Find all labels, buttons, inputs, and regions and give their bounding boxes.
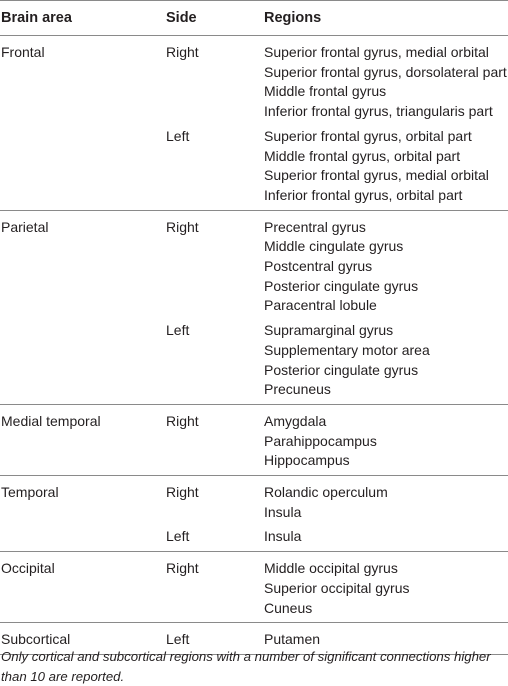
brain-area-cell: Temporal bbox=[1, 484, 59, 501]
region-item: Insula bbox=[264, 528, 302, 545]
side-cell: Right bbox=[166, 412, 199, 429]
regions-cell bbox=[264, 522, 508, 551]
regions-cell bbox=[264, 210, 508, 316]
region-item: Posterior cingulate gyrus bbox=[264, 277, 419, 294]
regions-cell bbox=[264, 404, 508, 475]
table-row bbox=[0, 210, 508, 316]
table-row bbox=[0, 476, 508, 523]
regions-cell bbox=[264, 552, 508, 623]
region-item: Supplementary motor area bbox=[264, 341, 430, 358]
region-item: Middle frontal gyrus, orbital part bbox=[264, 147, 461, 164]
side-cell: Left bbox=[166, 322, 190, 339]
region-item: Rolandic operculum bbox=[264, 484, 388, 501]
region-item: Hippocampus bbox=[264, 452, 350, 469]
brain-area-cell: Parietal bbox=[1, 218, 49, 235]
brain-area-cell bbox=[0, 316, 166, 404]
brain-area-cell: Frontal bbox=[1, 44, 45, 60]
region-item: Precuneus bbox=[264, 381, 331, 398]
region-item: Posterior cingulate gyrus bbox=[264, 361, 419, 378]
region-item: Parahippocampus bbox=[264, 432, 377, 449]
region-item: Superior frontal gyrus, orbital part bbox=[264, 127, 472, 144]
header-side: Side bbox=[166, 10, 197, 26]
side-cell: Left bbox=[166, 528, 190, 545]
side-cell: Left bbox=[166, 631, 190, 648]
region-item: Superior frontal gyrus, medial orbital bbox=[264, 44, 489, 60]
brain-area-cell bbox=[0, 522, 166, 551]
table-row bbox=[0, 552, 508, 623]
side-cell: Right bbox=[166, 560, 199, 577]
region-item: Cuneus bbox=[264, 599, 313, 616]
table-footnote: Only cortical and subcortical regions with a number of significant connections higher than 10 are reported. bbox=[1, 649, 491, 684]
region-item: Middle cingulate gyrus bbox=[264, 238, 404, 255]
table-row bbox=[0, 316, 508, 404]
region-item: Postcentral gyrus bbox=[264, 258, 373, 275]
table-row bbox=[0, 122, 508, 210]
side-cell: Right bbox=[166, 484, 199, 501]
region-item: Putamen bbox=[264, 631, 321, 648]
regions-cell bbox=[264, 122, 508, 210]
region-item: Middle frontal gyrus bbox=[264, 83, 387, 100]
regions-cell bbox=[264, 316, 508, 404]
brain-area-cell: Occipital bbox=[1, 560, 55, 577]
table-row bbox=[0, 404, 508, 475]
table-row bbox=[0, 36, 508, 122]
region-item: Insula bbox=[264, 503, 302, 520]
brain-area-cell: Subcortical bbox=[1, 631, 71, 648]
side-cell: Right bbox=[166, 44, 199, 60]
region-item: Superior frontal gyrus, medial orbital bbox=[264, 167, 489, 184]
header-brain-area: Brain area bbox=[1, 10, 72, 26]
region-item: Inferior frontal gyrus, triangularis part bbox=[264, 103, 493, 120]
regions-cell bbox=[264, 36, 508, 122]
table-body bbox=[0, 36, 508, 655]
brain-area-cell bbox=[0, 122, 166, 210]
regions-cell bbox=[264, 476, 508, 523]
side-cell: Right bbox=[166, 218, 199, 235]
region-item: Supramarginal gyrus bbox=[264, 322, 394, 339]
region-item: Superior occipital gyrus bbox=[264, 579, 410, 596]
region-item: Precentral gyrus bbox=[264, 218, 366, 235]
region-item: Paracentral lobule bbox=[264, 297, 377, 314]
side-cell: Left bbox=[166, 127, 190, 144]
header-regions: Regions bbox=[264, 10, 322, 26]
region-item: Superior frontal gyrus, dorsolateral part bbox=[264, 63, 507, 80]
region-item: Inferior frontal gyrus, orbital part bbox=[264, 186, 463, 203]
region-item: Middle occipital gyrus bbox=[264, 560, 398, 577]
brain-area-cell: Medial temporal bbox=[1, 412, 101, 429]
table-header bbox=[0, 1, 508, 36]
header-row bbox=[0, 1, 508, 36]
region-item: Amygdala bbox=[264, 412, 327, 429]
table-row bbox=[0, 522, 508, 551]
